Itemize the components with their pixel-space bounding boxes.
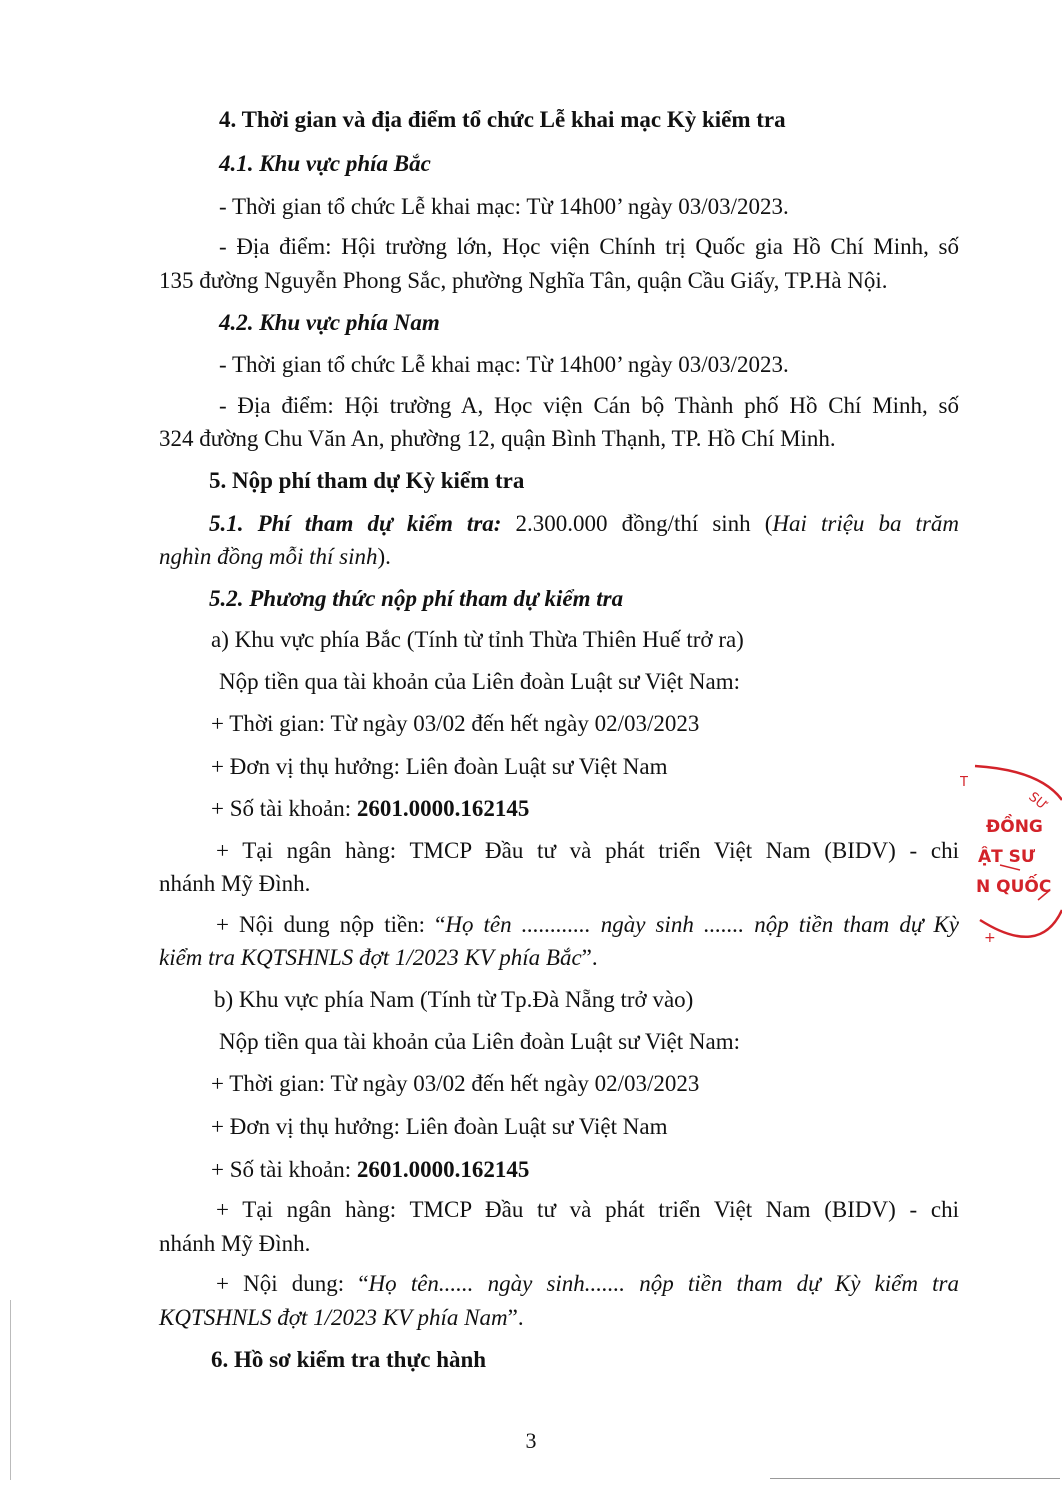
north-account-number: 2601.0000.162145 <box>356 796 530 821</box>
north-bank-line-1: + Tại ngân hàng: TMCP Đầu tư và phát triển Việt Nam (BIDV) - chi <box>216 838 959 863</box>
south-payment-time: + Thời gian: Từ ngày 03/02 đến hết ngày 02/03/2023 <box>211 1071 700 1096</box>
fee-words-1: Hai triệu ba trăm <box>772 511 960 536</box>
south-bank-line-1: + Tại ngân hàng: TMCP Đầu tư và phát triển Việt Nam (BIDV) - chi <box>216 1197 959 1222</box>
north-content-close: ”. <box>581 945 598 970</box>
stamp-line-2: ẬT SƯ <box>978 847 1036 867</box>
section-4-heading: 4. Thời gian và địa điểm tổ chức Lễ khai mạc Kỳ kiểm tra <box>219 107 786 132</box>
north-content-text-2: kiểm tra KQTSHNLS đợt 1/2023 KV phía Bắc <box>159 945 582 970</box>
south-venue-line-1: - Địa điểm: Hội trường A, Học viện Cán bộ Thành phố Hồ Chí Minh, số <box>219 393 959 418</box>
north-payment-time: + Thời gian: Từ ngày 03/02 đến hết ngày 02/03/2023 <box>211 711 700 736</box>
fee-amount: 2.300.000 đồng/thí sinh ( <box>501 511 773 536</box>
red-seal-stamp <box>960 760 1062 960</box>
stamp-top-letter: T <box>960 775 968 790</box>
south-content-text-2: KQTSHNLS đợt 1/2023 KV phía Nam <box>159 1305 508 1330</box>
north-venue-line-1: - Địa điểm: Hội trường lớn, Học viện Chính trị Quốc gia Hồ Chí Minh, số <box>219 234 959 259</box>
fee-label: 5.1. Phí tham dự kiểm tra: <box>209 511 502 536</box>
fee-close: ). <box>377 544 391 569</box>
south-content-line-1 <box>216 1270 959 1298</box>
south-content-close: ”. <box>507 1305 524 1330</box>
south-venue-line-2: 324 đường Chu Văn An, phường 12, quận Bình Thạnh, TP. Hồ Chí Minh. <box>159 426 836 451</box>
section-4-2-heading: 4.2. Khu vực phía Nam <box>219 310 440 335</box>
fee-line-2 <box>159 543 391 571</box>
stamp-line-3: N QUỐC <box>976 877 1052 897</box>
stamp-top-word: SƯ <box>1025 789 1050 814</box>
south-account <box>211 1156 529 1184</box>
page-number: 3 <box>525 1428 537 1453</box>
scan-edge-bottom <box>770 1478 1060 1479</box>
svg-text:+: + <box>984 930 996 946</box>
south-content-text-1: Họ tên...... ngày sinh....... nộp tiền tham dự Kỳ kiểm tra <box>368 1271 959 1296</box>
north-account <box>211 795 529 823</box>
south-account-label: + Số tài khoản: <box>211 1157 357 1182</box>
section-5-2-heading: 5.2. Phương thức nộp phí tham dự kiểm tra <box>209 586 624 611</box>
north-region-title: a) Khu vực phía Bắc (Tính từ tỉnh Thừa Thiên Huế trở ra) <box>211 627 744 652</box>
south-region-title: b) Khu vực phía Nam (Tính từ Tp.Đà Nẵng trở vào) <box>214 987 694 1012</box>
south-content-label: + Nội dung: “ <box>216 1271 369 1296</box>
south-content-line-2 <box>159 1304 524 1332</box>
north-content-text-1: Họ tên ............ ngày sinh ....... nộp tiền tham dự Kỳ <box>445 912 959 937</box>
south-beneficiary: + Đơn vị thụ hưởng: Liên đoàn Luật sư Việt Nam <box>211 1114 668 1139</box>
north-venue-line-2: 135 đường Nguyễn Phong Sắc, phường Nghĩa Tân, quận Cầu Giấy, TP.Hà Nội. <box>159 268 888 293</box>
fee-line-1 <box>209 510 959 538</box>
south-opening-time: - Thời gian tổ chức Lễ khai mạc: Từ 14h00’ ngày 03/03/2023. <box>219 352 789 377</box>
north-bank-line-2: nhánh Mỹ Đình. <box>159 871 311 896</box>
south-bank-line-2: nhánh Mỹ Đình. <box>159 1231 311 1256</box>
section-6-heading: 6. Hồ sơ kiểm tra thực hành <box>211 1347 487 1372</box>
south-intro: Nộp tiền qua tài khoản của Liên đoàn Luật sư Việt Nam: <box>219 1029 740 1054</box>
north-beneficiary: + Đơn vị thụ hưởng: Liên đoàn Luật sư Việt Nam <box>211 754 668 779</box>
stamp-line-1: ĐỒNG <box>986 817 1043 837</box>
north-opening-time: - Thời gian tổ chức Lễ khai mạc: Từ 14h00’ ngày 03/03/2023. <box>219 194 789 219</box>
north-account-label: + Số tài khoản: <box>211 796 357 821</box>
north-intro: Nộp tiền qua tài khoản của Liên đoàn Luật sư Việt Nam: <box>219 669 740 694</box>
section-5-heading: 5. Nộp phí tham dự Kỳ kiểm tra <box>209 468 525 493</box>
south-account-number: 2601.0000.162145 <box>356 1157 530 1182</box>
north-content-label: + Nội dung nộp tiền: “ <box>216 912 446 937</box>
north-content-line-2 <box>159 944 598 972</box>
fee-words-2: nghìn đồng mỗi thí sinh <box>159 544 378 569</box>
section-4-1-heading: 4.1. Khu vực phía Bắc <box>219 151 431 176</box>
north-content-line-1 <box>216 911 959 939</box>
scan-edge-left <box>10 1300 11 1480</box>
